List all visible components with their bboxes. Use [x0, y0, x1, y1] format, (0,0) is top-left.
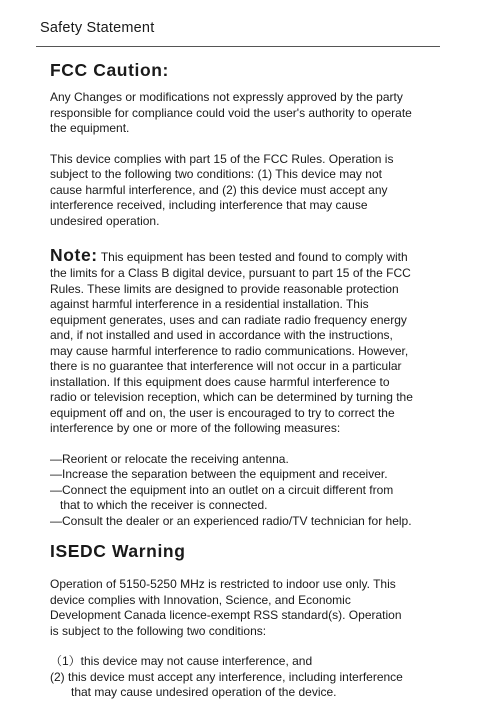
list-item: （1）this device may not cause interference, and [50, 654, 313, 668]
text-line: subject to the following two conditions: (1) This device may not [50, 167, 382, 181]
text-line: interference by one or more of the following measures: [50, 421, 341, 435]
fcc-paragraph-1 [50, 90, 450, 137]
list-item: —Consult the dealer or an experienced radio/TV technician for help. [50, 513, 412, 528]
text-line: Development Canada licence-exempt RSS standard(s). Operation [50, 608, 402, 622]
isedc-warning-heading: ISEDC Warning [50, 541, 186, 561]
text-line: equipment off and on, the user is encouraged to try to correct the [50, 405, 395, 420]
text-line: against harmful interference in a residential installation. This [50, 297, 369, 311]
text-line: responsible for compliance could void the user's authority to operate [50, 105, 412, 120]
text-line: there is no guarantee that interference will not occur in a particular [50, 359, 402, 373]
list-item: —Reorient or relocate the receiving antenna. [50, 451, 289, 466]
fcc-caution-heading: FCC Caution: [50, 60, 169, 80]
text-line: interference received, including interference that may cause [50, 198, 368, 212]
text-line: This device complies with part 15 of the FCC Rules. Operation is [50, 151, 394, 166]
text-line: cause harmful interference, and (2) this device must accept any [50, 182, 388, 197]
conditions-list [50, 654, 450, 701]
text-line: device complies with Innovation, Science, and Economic [50, 592, 351, 607]
page-title: Safety Statement [40, 20, 155, 36]
document-body [50, 58, 450, 701]
note-label: Note: [50, 245, 98, 265]
text-line: may cause harmful interference to radio communications. However, [50, 343, 409, 358]
note-paragraph [50, 247, 450, 437]
text-line: is subject to the following two conditions: [50, 623, 267, 638]
isedc-paragraph [50, 577, 450, 639]
text-line: and, if not installed and used in accordance with the instructions, [50, 328, 393, 342]
list-item-continuation: that may cause undesired operation of the device. [71, 685, 337, 699]
text-line: the limits for a Class B digital device, pursuant to part 15 of the FCC [50, 266, 411, 280]
text-line: Operation of 5150-5250 MHz is restricted to indoor use only. This [50, 577, 396, 591]
list-item-continuation: that to which the receiver is connected. [60, 498, 268, 512]
text-line: undesired operation. [50, 213, 160, 228]
text-line: radio or television reception, which can be determined by turning the [50, 390, 413, 404]
list-item: —Increase the separation between the equipment and receiver. [50, 467, 388, 481]
measures-list [50, 452, 450, 530]
text-line: Any Changes or modifications not expressly approved by the party [50, 90, 403, 104]
text-line: Rules. These limits are designed to provide reasonable protection [50, 281, 399, 296]
list-item: (2) this device must accept any interference, including interference [50, 669, 403, 684]
text-line: installation. If this equipment does cause harmful interference to [50, 374, 390, 389]
text-line: the equipment. [50, 121, 130, 135]
page-header [36, 18, 440, 47]
note-first-line-text: This equipment has been tested and found to comply with [97, 250, 408, 264]
list-item: —Connect the equipment into an outlet on a circuit different from [50, 482, 394, 497]
note-first-line [50, 247, 450, 266]
text-line: equipment generates, uses and can radiate radio frequency energy [50, 312, 407, 327]
fcc-paragraph-2 [50, 152, 450, 230]
